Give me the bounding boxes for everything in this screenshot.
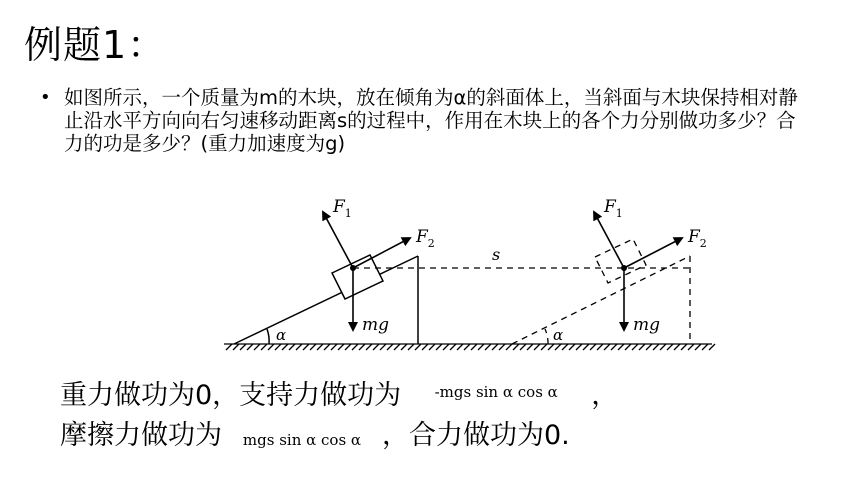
problem-text: 如图所示，一个质量为m的木块，放在倾角为α的斜面体上，当斜面与木块保持相对静止沿水平方向向右匀速移动距离s的过程中，作用在木块上的各个力分别做功多少？合力的功是多少？(重力加速度为g) [64, 86, 798, 155]
left-incline [234, 256, 418, 344]
mg-label-right: mg [633, 315, 661, 335]
distance-label: s [492, 245, 501, 264]
answer-text-1a: 重力做功为0，支持力做功为 [60, 380, 402, 411]
mg-label-left: mg [362, 315, 390, 335]
f2-label-left: $F_2$ [416, 227, 435, 250]
incline-diagram [222, 190, 722, 360]
right-incline [512, 256, 690, 344]
bullet-point: • [40, 87, 51, 108]
friction-work-formula: mgs sin α cos α [242, 431, 362, 449]
answer-text-2b: ，合力做功为0. [382, 420, 570, 451]
f1-label-left: $F_1$ [333, 197, 352, 220]
alpha-label-left: α [276, 326, 287, 344]
answer-text-2a: 摩擦力做功为 [60, 420, 222, 451]
alpha-label-right: α [553, 326, 564, 344]
f2-label-right: $F_2$ [688, 227, 707, 250]
right-forces [594, 212, 682, 330]
f1-label-right: $F_1$ [604, 197, 623, 220]
answer-line-2 [60, 420, 570, 452]
problem-statement [40, 86, 804, 155]
support-work-formula: -mgs sin α cos α [434, 383, 558, 401]
answer-text-1b: ， [591, 380, 619, 411]
left-block [332, 255, 383, 299]
slide-title: 例题1： [24, 23, 167, 67]
answer-line-1 [60, 380, 618, 412]
ground [224, 344, 715, 350]
